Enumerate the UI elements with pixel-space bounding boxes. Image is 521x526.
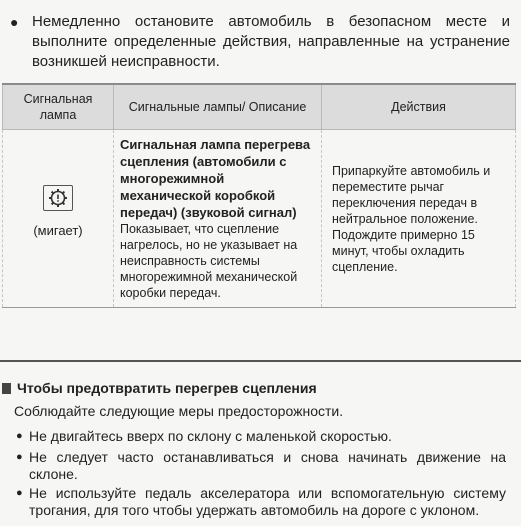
list-item-text: Не следует часто останавливаться и снова начинать движение на склоне. [29, 449, 506, 482]
section-divider [0, 360, 521, 362]
list-item-text: Не используйте педаль акселератора или вспомогательную систему трогания, для того чтобы удержать автомобиль на дороге с уклоном. [29, 485, 506, 518]
bullet-icon: ● [16, 430, 23, 442]
section-heading [2, 380, 317, 396]
action-text: Припаркуйте автомобиль и переместите рычаг переключения передач в нейтральное положение. Подождите примерно 15 минут, чтобы охладить сцепление. [332, 163, 491, 274]
intro-text: Немедленно остановите автомобиль в безопасном месте и выполните определенные действия, направленные на устранение возникшей неисправности. [32, 13, 510, 70]
bullet-icon: ● [10, 14, 19, 30]
description-body: Показывает, что сцепление нагрелось, но не указывает на неисправность системы многорежимной механической коробки передач. [120, 222, 298, 300]
list-item [16, 428, 506, 445]
intro-paragraph [10, 12, 510, 72]
bullet-icon: ● [16, 451, 23, 463]
actions-cell [322, 130, 516, 308]
list-item [16, 449, 506, 483]
header-description: Сигнальные лампы/ Описание [114, 84, 322, 130]
bullet-icon: ● [16, 487, 23, 499]
description-cell [114, 130, 322, 308]
header-actions: Действия [322, 84, 516, 130]
header-lamp: Сигнальная лампа [3, 84, 114, 130]
list-item-text: Не двигайтесь вверх по склону с маленькой скоростью. [29, 428, 392, 444]
square-bullet-icon [2, 383, 11, 394]
section-heading-text: Чтобы предотвратить перегрев сцепления [17, 380, 317, 396]
list-item [16, 485, 506, 519]
lamp-caption: (мигает) [33, 222, 83, 238]
lamp-cell [3, 130, 114, 308]
table-row [3, 130, 516, 308]
table-header-row [3, 84, 516, 130]
section-subtitle: Соблюдайте следующие меры предосторожности. [14, 403, 344, 419]
clutch-overheat-warning-icon [43, 185, 73, 211]
description-title: Сигнальная лампа перегрева сцепления (автомобили с многорежимной механической коробкой передач) (звуковой сигнал) [120, 137, 311, 220]
warning-lamp-table [2, 83, 516, 308]
